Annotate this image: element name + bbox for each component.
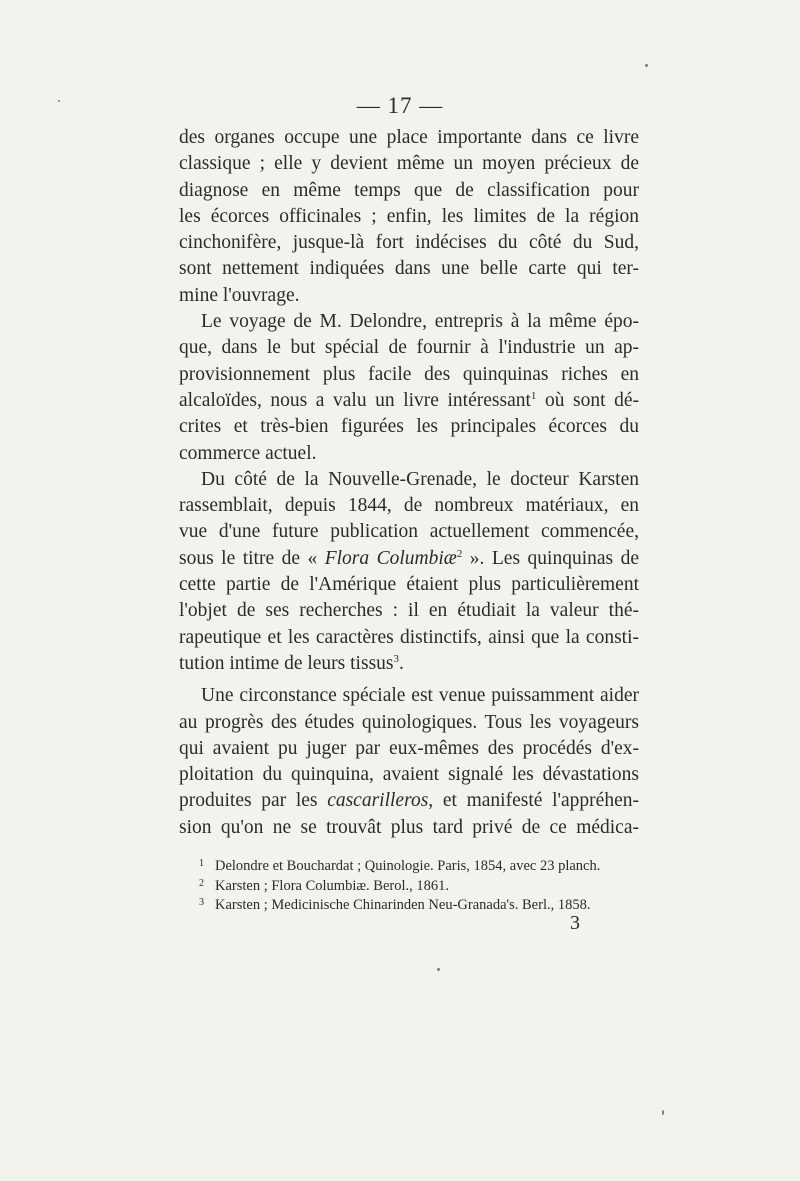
footnote-ref: 2 [456, 547, 463, 560]
text-line: sont nettement indiquées dans une belle carte qui ter- [179, 258, 639, 280]
paper-speck [645, 64, 648, 67]
page-number: — 17 — [356, 93, 444, 118]
text-line: cette partie de l'Amérique étaient plus particulièrement [179, 574, 639, 596]
footnote-text: Delondre et Bouchardat ; Quinologie. Paris, 1854, avec 23 planch. [215, 858, 601, 874]
text-segment: ». Les quinquinas de [462, 547, 640, 569]
footnote-mark: 2 [199, 877, 204, 889]
text-line [179, 651, 639, 677]
footnote-ref: 3 [393, 652, 399, 665]
footnote-text: Karsten ; Flora Columbiæ. Berol., 1861. [215, 877, 449, 894]
text-line [179, 388, 639, 414]
text-segment: , et manifesté l'appréhen- [428, 790, 639, 812]
text-line: rapeutique et les caractères distinctifs, ainsi que la consti- [179, 626, 639, 648]
footnote-mark: 1 [199, 858, 204, 869]
text-segment: tution intime de leurs tissus [179, 652, 394, 674]
paper-speck [58, 100, 60, 102]
text-line: cinchonifère, jusque-là fort indécises du côté du Sud, [179, 232, 639, 254]
footnote-text: Karsten ; Medicinische Chinarinden Neu-Granada's. Berl., 1858. [215, 897, 591, 913]
text-line: que, dans le but spécial de fournir à l'industrie un ap- [179, 337, 639, 359]
text-line: les écorces officinales ; enfin, les limites de la région [179, 205, 639, 227]
text-line [179, 788, 639, 814]
text-segment: sous le titre de « [179, 547, 325, 569]
text-line: qui avaient pu juger par eux-mêmes des procédés d'ex- [179, 737, 639, 759]
text-line: Une circonstance spéciale est venue puissamment aider [201, 685, 639, 707]
italic-title: Flora Columbiæ [324, 547, 457, 569]
text-line: rassemblait, depuis 1844, de nombreux matériaux, en [179, 495, 639, 517]
paper-speck [662, 1110, 664, 1115]
paper-speck [437, 968, 440, 971]
text-line: commerce actuel. [179, 442, 317, 464]
footnote [199, 874, 639, 894]
text-line: crites et très-bien figurées les principales écorces du [179, 416, 639, 438]
text-line: sion qu'on ne se trouvât plus tard privé de ce médica- [179, 816, 639, 838]
text-segment: où sont dé- [536, 389, 639, 411]
text-line: Du côté de la Nouvelle-Grenade, le docteur Karsten [201, 468, 639, 490]
signature-mark: 3 [570, 912, 580, 934]
text-segment: produites par les [179, 790, 328, 812]
text-line [179, 546, 639, 572]
text-segment: alcaloïdes, nous a valu un livre intéressant [179, 389, 531, 411]
text-line: mine l'ouvrage. [179, 284, 300, 306]
text-line: des organes occupe une place importante dans ce livre [179, 127, 639, 148]
text-line: au progrès des études quinologiques. Tous les voyageurs [179, 711, 639, 733]
text-segment: . [399, 652, 404, 674]
text-line: provisionnement plus facile des quinquinas riches en [179, 363, 639, 385]
italic-term: cascarilleros [327, 790, 429, 812]
text-line: vue d'une future publication actuellement commencée, [179, 521, 639, 543]
text-line: Le voyage de M. Delondre, entrepris à la même épo- [201, 311, 639, 333]
footnote-mark: 3 [199, 897, 204, 908]
footnote [199, 854, 639, 874]
footnote-ref: 1 [530, 389, 537, 402]
text-line: diagnose en même temps que de classification pour [179, 179, 639, 201]
text-line: ploitation du quinquina, avaient signalé les dévastations [179, 764, 639, 786]
footnote [199, 893, 639, 913]
body-text [179, 125, 639, 841]
text-line: l'objet de ses recherches : il en étudiait la valeur thé- [179, 600, 639, 622]
text-line: classique ; elle y devient même un moyen précieux de [179, 153, 639, 175]
footnotes [199, 854, 639, 913]
